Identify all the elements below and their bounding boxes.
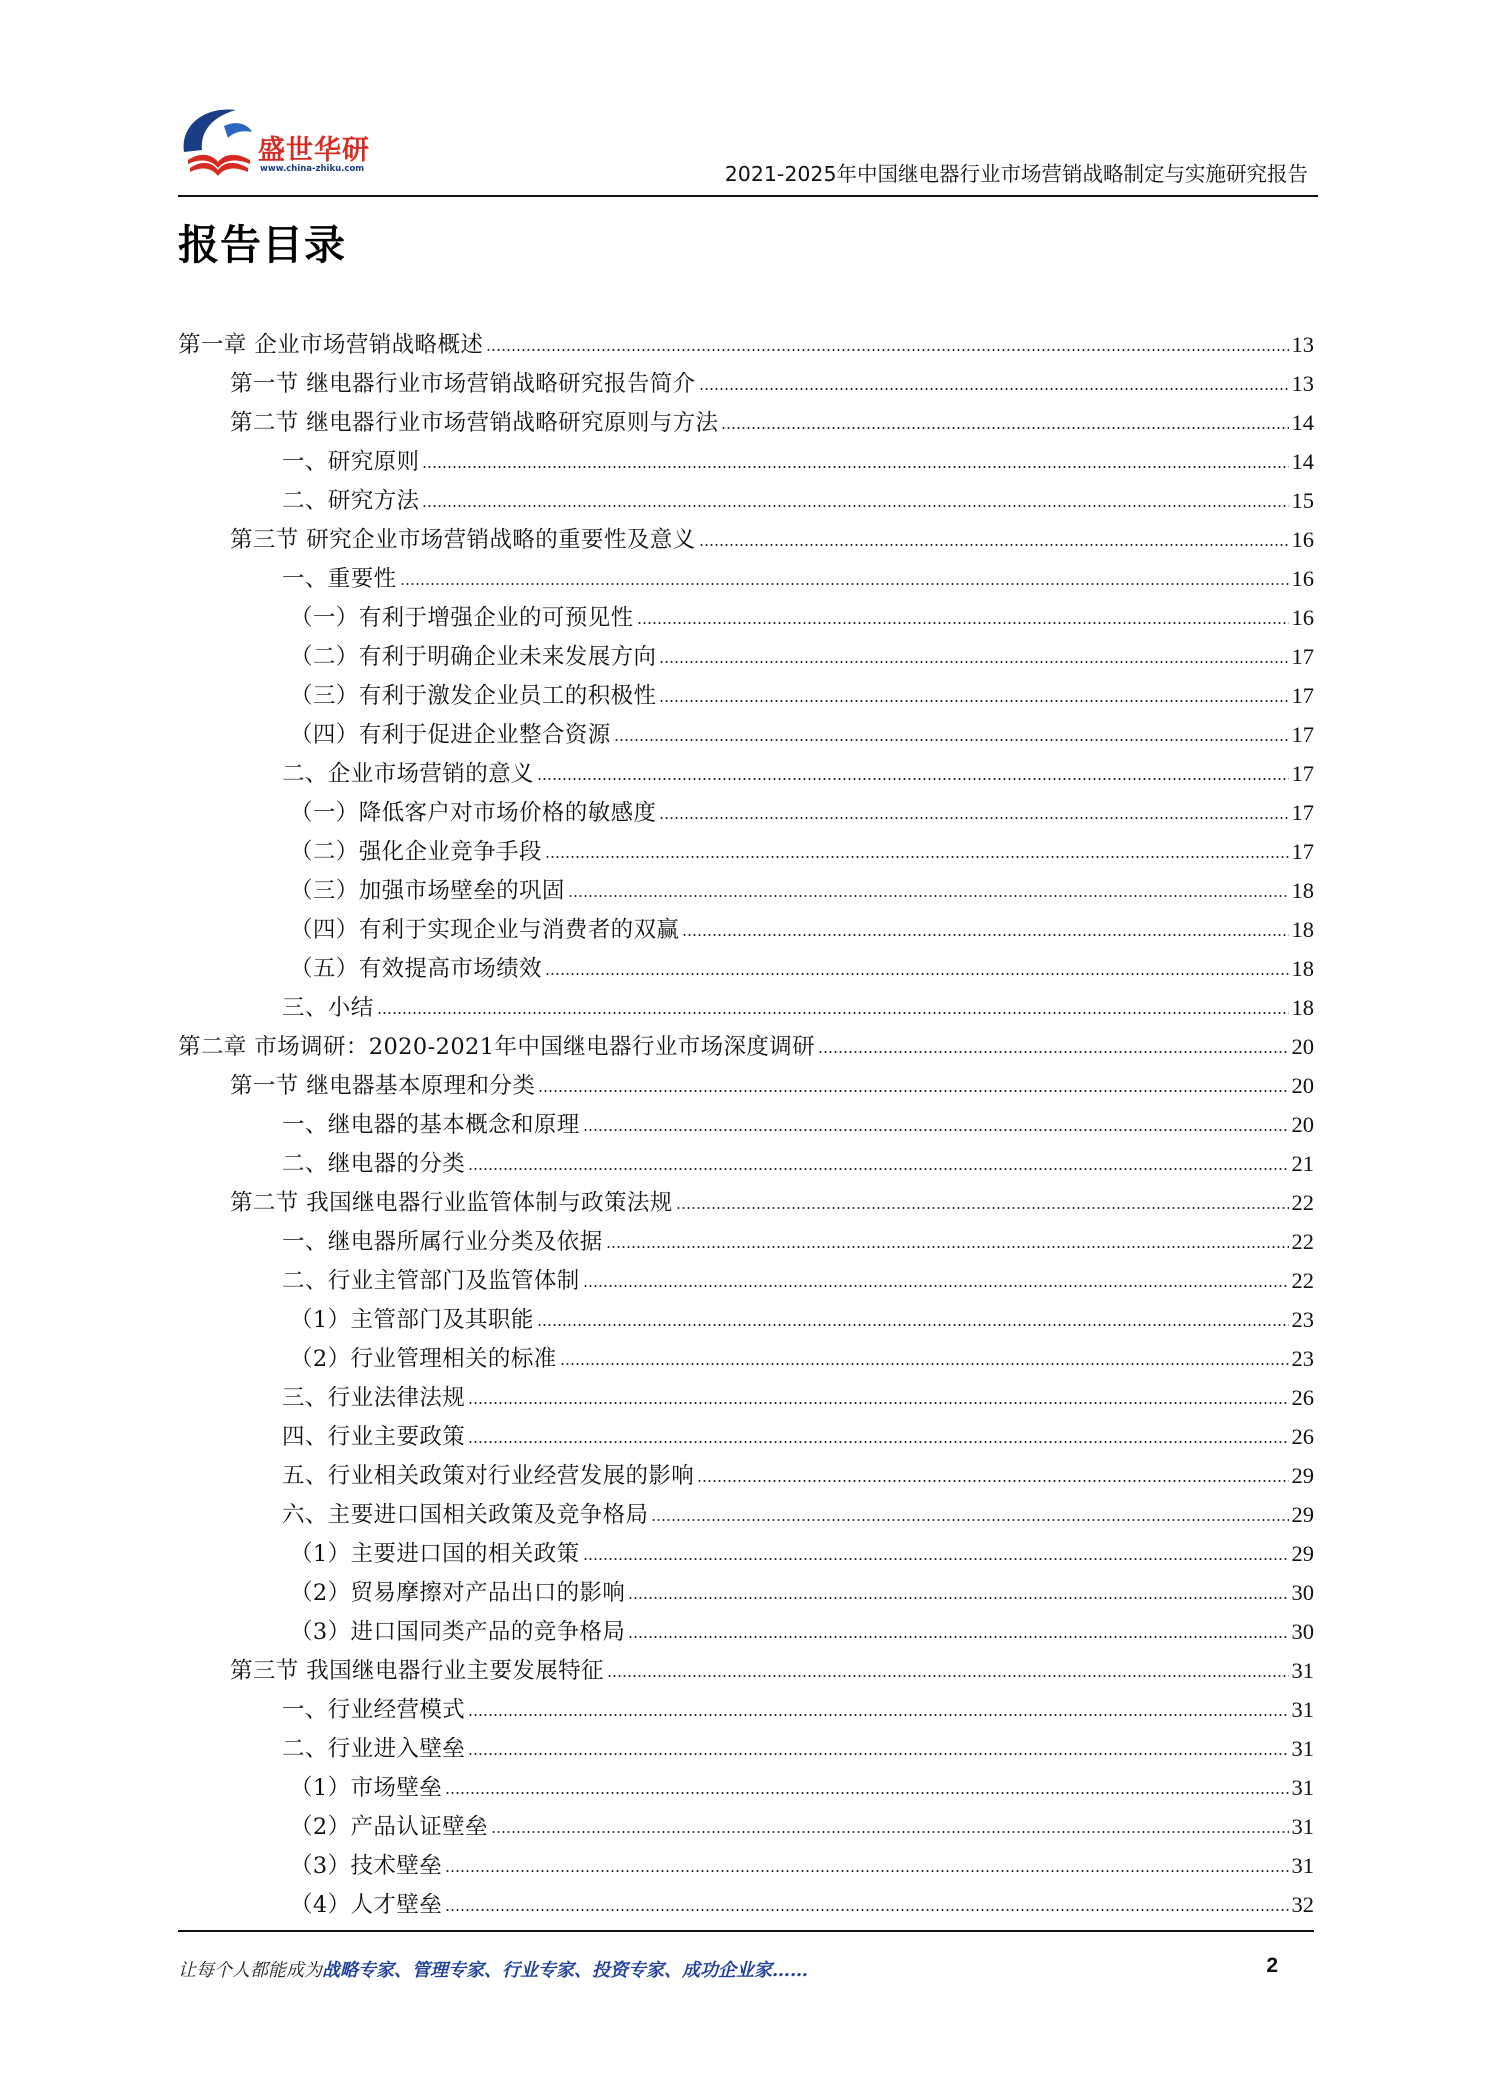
toc-dot-leader [468,1713,1288,1717]
toc-entry[interactable] [178,949,1314,988]
toc-entry[interactable] [178,1456,1314,1495]
toc-dot-leader [545,972,1289,976]
toc-entry-page: 17 [1291,800,1314,825]
toc-entry-label: 第二节 继电器行业市场营销战略研究原则与方法 [230,410,719,436]
toc-entry-page: 13 [1291,332,1314,357]
toc-dot-leader [468,1440,1288,1444]
toc-entry-page: 18 [1291,956,1314,981]
toc-entry-label: （二）有利于明确企业未来发展方向 [290,644,657,670]
toc-entry-label: 第二节 我国继电器行业监管体制与政策法规 [230,1190,673,1216]
toc-dot-leader [682,933,1288,937]
toc-entry[interactable] [178,910,1314,949]
toc-entry-page: 23 [1291,1346,1314,1371]
toc-entry[interactable] [178,1651,1314,1690]
toc-dot-leader [659,699,1288,703]
toc-entry-page: 16 [1291,566,1314,591]
slogan-highlight: 战略专家、管理专家、行业专家、投资专家、成功企业家…… [322,1960,808,1981]
toc-dot-leader [583,1128,1289,1132]
toc-entry[interactable] [178,1807,1314,1846]
toc-entry-label: （4）人才壁垒 [290,1892,443,1918]
toc-entry-label: 二、企业市场营销的意义 [282,761,534,787]
logo-name: 盛世华研 [258,135,370,166]
toc-entry-page: 15 [1291,488,1314,513]
toc-entry-label: 三、行业法律法规 [282,1385,466,1411]
toc-entry-page: 31 [1291,1697,1314,1722]
toc-dot-leader [468,1752,1288,1756]
toc-entry-label: （3）进口国同类产品的竞争格局 [290,1619,626,1645]
toc-entry[interactable] [178,364,1314,403]
toc-dot-leader [583,1557,1289,1561]
toc-entry[interactable] [178,754,1314,793]
toc-dot-leader [468,1167,1288,1171]
toc-entry-label: 二、行业进入壁垒 [282,1736,466,1762]
toc-entry-page: 17 [1291,644,1314,669]
toc-entry-page: 17 [1291,683,1314,708]
toc-entry-page: 29 [1291,1502,1314,1527]
toc-entry-label: （三）加强市场壁垒的巩固 [290,878,565,904]
toc-dot-leader [721,426,1288,430]
toc-dot-leader [468,1401,1288,1405]
toc-entry-label: （四）有利于实现企业与消费者的双赢 [290,917,680,943]
toc-entry-label: （1）主要进口国的相关政策 [290,1541,580,1567]
toc-entry-label: 第二章 市场调研：2020-2021年中国继电器行业市场深度调研 [178,1034,816,1060]
toc-entry-page: 26 [1291,1385,1314,1410]
toc-dot-leader [545,855,1289,859]
toc-entry[interactable] [178,1846,1314,1885]
toc-entry-page: 18 [1291,917,1314,942]
toc-dot-leader [491,1830,1289,1834]
toc-entry[interactable] [178,871,1314,910]
toc-entry-page: 29 [1291,1463,1314,1488]
toc-entry[interactable] [178,520,1314,559]
toc-entry-page: 29 [1291,1541,1314,1566]
toc-entry-label: 二、研究方法 [282,488,420,514]
toc-entry-page: 32 [1291,1892,1314,1917]
page-footer [178,1930,1314,1990]
header-divider [178,195,1318,197]
toc-entry[interactable] [178,1495,1314,1534]
toc-entry[interactable] [178,637,1314,676]
toc-entry[interactable] [178,715,1314,754]
toc-entry-label: 一、行业经营模式 [282,1697,466,1723]
report-title: 2021-2025年中国继电器行业市场营销战略制定与实施研究报告 [724,162,1308,186]
toc-entry-label: （2）贸易摩擦对产品出口的影响 [290,1580,626,1606]
toc-entry-label: 四、行业主要政策 [282,1424,466,1450]
toc-entry-label: （五）有效提高市场绩效 [290,956,542,982]
toc-dot-leader [628,1635,1288,1639]
toc-entry-label: 第三节 研究企业市场营销战略的重要性及意义 [230,527,696,553]
toc-entry-page: 22 [1291,1190,1314,1215]
toc-entry-page: 31 [1291,1814,1314,1839]
toc-entry[interactable] [178,559,1314,598]
toc-entry-label: （一）有利于增强企业的可预见性 [290,605,634,631]
toc-entry[interactable] [178,1027,1314,1066]
toc-entry-page: 17 [1291,839,1314,864]
toc-entry[interactable] [178,1690,1314,1729]
toc-entry-page: 23 [1291,1307,1314,1332]
toc-entry-page: 21 [1291,1151,1314,1176]
toc-entry-label: 二、行业主管部门及监管体制 [282,1268,580,1294]
toc-entry[interactable] [178,793,1314,832]
book-swoosh-icon [178,100,258,190]
page-number: 2 [1266,1954,1278,1977]
toc-entry[interactable] [178,481,1314,520]
toc-entry-page: 31 [1291,1736,1314,1761]
toc-entry[interactable] [178,832,1314,871]
toc-dot-leader [651,1518,1288,1522]
toc-dot-leader [537,777,1289,781]
toc-entry-page: 18 [1291,878,1314,903]
toc-entry[interactable] [178,1066,1314,1105]
page-header [178,100,1318,198]
toc-entry-label: 第三节 我国继电器行业主要发展特征 [230,1658,604,1684]
toc-dot-leader [699,543,1289,547]
toc-dot-leader [445,1869,1288,1873]
toc-entry-label: （四）有利于促进企业整合资源 [290,722,611,748]
toc-entry-label: 第一章 企业市场营销战略概述 [178,332,484,358]
toc-entry[interactable] [178,1105,1314,1144]
toc-entry-page: 22 [1291,1268,1314,1293]
toc-entry-page: 14 [1291,449,1314,474]
toc-entry[interactable] [178,1300,1314,1339]
toc-dot-leader [583,1284,1289,1288]
toc-dot-leader [445,1908,1288,1912]
toc-entry-page: 20 [1291,1073,1314,1098]
toc-dot-leader [400,582,1289,586]
toc-entry-label: 一、继电器所属行业分类及依据 [282,1229,603,1255]
toc-entry[interactable] [178,1339,1314,1378]
toc-entry-label: 第一节 继电器行业市场营销战略研究报告简介 [230,371,696,397]
toc-entry[interactable] [178,1378,1314,1417]
toc-dot-leader [659,660,1288,664]
toc-entry-page: 31 [1291,1853,1314,1878]
toc-entry-label: 一、重要性 [282,566,397,592]
toc-dot-leader [818,1050,1288,1054]
toc-entry-label: （三）有利于激发企业员工的积极性 [290,683,657,709]
toc-entry-page: 16 [1291,605,1314,630]
toc-entry[interactable] [178,1885,1314,1924]
footer-slogan [178,1956,808,1982]
toc-entry[interactable] [178,988,1314,1027]
toc-entry-page: 13 [1291,371,1314,396]
toc-entry-label: （1）市场壁垒 [290,1775,443,1801]
toc-dot-leader [697,1479,1288,1483]
toc-dot-leader [607,1674,1289,1678]
toc-entry-label: （二）强化企业竞争手段 [290,839,542,865]
toc-dot-leader [560,1362,1289,1366]
toc-entry[interactable] [178,1612,1314,1651]
toc-dot-leader [568,894,1289,898]
toc-dot-leader [659,816,1288,820]
toc-entry-page: 14 [1291,410,1314,435]
toc-dot-leader [422,504,1288,508]
toc-dot-leader [422,465,1288,469]
toc-entry-label: （3）技术壁垒 [290,1853,443,1879]
toc-entry-page: 30 [1291,1580,1314,1605]
toc-entry[interactable] [178,442,1314,481]
toc-entry[interactable] [178,1261,1314,1300]
toc-entry-page: 31 [1291,1658,1314,1683]
toc-dot-leader [445,1791,1288,1795]
toc-entry-label: 一、继电器的基本概念和原理 [282,1112,580,1138]
toc-entry-label: （2）行业管理相关的标准 [290,1346,557,1372]
toc-entry-page: 26 [1291,1424,1314,1449]
toc-entry[interactable] [178,1573,1314,1612]
toc-dot-leader [614,738,1289,742]
footer-divider [178,1930,1314,1932]
toc-entry-page: 17 [1291,722,1314,747]
table-of-contents [178,325,1314,1924]
toc-entry-page: 17 [1291,761,1314,786]
toc-entry[interactable] [178,676,1314,715]
toc-entry-label: （2）产品认证壁垒 [290,1814,488,1840]
toc-entry[interactable] [178,1534,1314,1573]
page-title: 报告目录 [178,221,346,269]
toc-entry[interactable] [178,325,1314,364]
toc-dot-leader [486,348,1288,352]
toc-entry-page: 31 [1291,1775,1314,1800]
toc-entry-label: 五、行业相关政策对行业经营发展的影响 [282,1463,695,1489]
toc-entry-label: 第一节 继电器基本原理和分类 [230,1073,536,1099]
toc-entry-label: 六、主要进口国相关政策及竞争格局 [282,1502,649,1528]
toc-dot-leader [606,1245,1289,1249]
slogan-prefix: 让每个人都能成为 [178,1960,322,1981]
toc-entry[interactable] [178,1417,1314,1456]
toc-dot-leader [538,1089,1288,1093]
toc-entry-page: 30 [1291,1619,1314,1644]
toc-entry-page: 20 [1291,1034,1314,1059]
toc-entry[interactable] [178,1144,1314,1183]
toc-entry-label: 二、继电器的分类 [282,1151,466,1177]
toc-dot-leader [676,1206,1289,1210]
toc-entry[interactable] [178,1768,1314,1807]
toc-entry-page: 20 [1291,1112,1314,1137]
toc-entry-label: （1）主管部门及其职能 [290,1307,534,1333]
toc-dot-leader [537,1323,1289,1327]
toc-entry-page: 22 [1291,1229,1314,1254]
toc-entry-label: 三、小结 [282,995,374,1021]
toc-entry[interactable] [178,1183,1314,1222]
toc-dot-leader [628,1596,1288,1600]
toc-dot-leader [699,387,1289,391]
toc-entry-page: 16 [1291,527,1314,552]
toc-entry-label: 一、研究原则 [282,449,420,475]
toc-entry-page: 18 [1291,995,1314,1020]
toc-entry[interactable] [178,598,1314,637]
toc-entry[interactable] [178,403,1314,442]
toc-entry[interactable] [178,1222,1314,1261]
company-logo [178,100,438,190]
toc-dot-leader [637,621,1289,625]
toc-entry-label: （一）降低客户对市场价格的敏感度 [290,800,657,826]
toc-entry[interactable] [178,1729,1314,1768]
toc-dot-leader [377,1011,1289,1015]
logo-url: www.china-zhiku.com [260,164,365,174]
